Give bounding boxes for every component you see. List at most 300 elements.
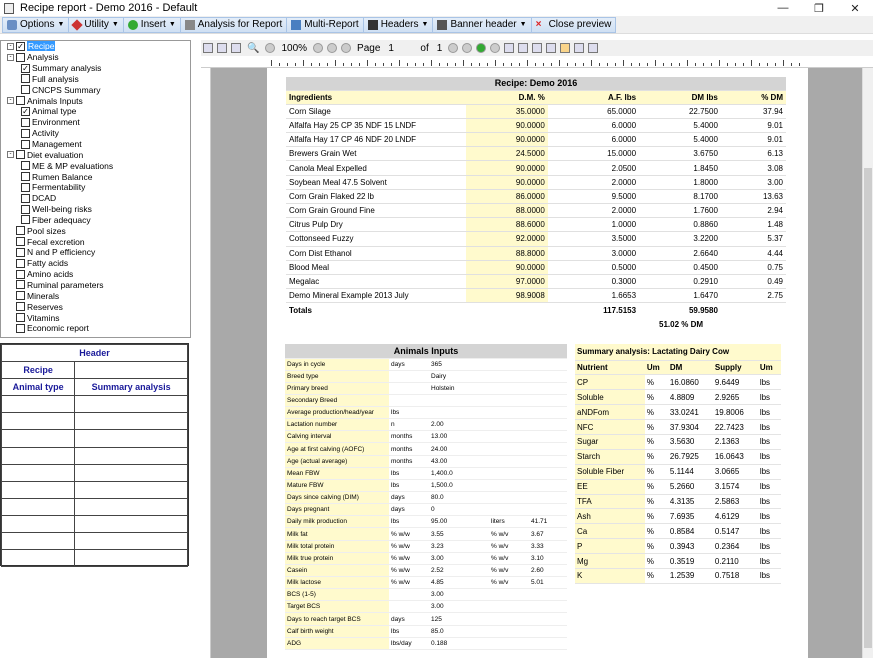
tree-checkbox[interactable] bbox=[16, 270, 25, 279]
stop-icon[interactable] bbox=[490, 43, 500, 53]
tree-item[interactable] bbox=[1, 247, 190, 258]
animals-cell bbox=[489, 419, 529, 431]
ruler-tick bbox=[503, 63, 504, 66]
tree-checkbox[interactable] bbox=[21, 140, 30, 149]
tree-item[interactable] bbox=[1, 193, 190, 204]
ruler-tick bbox=[711, 63, 712, 66]
recipe-cell: 1.6470 bbox=[639, 289, 721, 303]
animals-cell bbox=[389, 382, 429, 394]
tree-checkbox[interactable] bbox=[16, 150, 25, 159]
header-empty-cell[interactable] bbox=[2, 533, 75, 550]
summary-cell: % bbox=[645, 494, 668, 509]
page-label: Page bbox=[357, 42, 381, 54]
ruler-tick bbox=[567, 63, 568, 66]
header-empty-cell[interactable] bbox=[75, 362, 188, 379]
animals-row bbox=[285, 492, 567, 504]
options-label: Options bbox=[20, 19, 55, 30]
ruler-tick bbox=[551, 63, 552, 66]
ruler-tick bbox=[535, 63, 536, 66]
summary-cell: % bbox=[645, 568, 668, 583]
animals-cell: 3.23 bbox=[429, 540, 489, 552]
header-empty-cell[interactable] bbox=[2, 396, 75, 413]
animals-cell bbox=[489, 589, 529, 601]
animals-cell: Calving interval bbox=[285, 431, 389, 443]
expand-toggle-icon[interactable]: - bbox=[7, 54, 14, 61]
utility-menu[interactable] bbox=[69, 17, 122, 33]
animals-cell bbox=[489, 613, 529, 625]
tree-checkbox[interactable]: ✓ bbox=[22, 63, 29, 73]
ruler-tick bbox=[767, 63, 768, 66]
summary-cell: 0.8584 bbox=[668, 524, 713, 539]
recipe-cell: Corn Grain Flaked 22 lb bbox=[286, 189, 466, 203]
tree-checkbox[interactable] bbox=[21, 85, 30, 94]
header-empty-cell[interactable] bbox=[75, 447, 188, 464]
tree-checkbox[interactable] bbox=[21, 215, 30, 224]
tree-checkbox[interactable] bbox=[21, 205, 30, 214]
recipe-cell: 65.0000 bbox=[548, 104, 639, 118]
tree-checkbox[interactable] bbox=[21, 194, 30, 203]
summary-cell: % bbox=[645, 464, 668, 479]
summary-cell: Soluble Fiber bbox=[575, 464, 645, 479]
animals-cell bbox=[489, 394, 529, 406]
animals-cell: BCS (1-5) bbox=[285, 589, 389, 601]
tree-item[interactable] bbox=[1, 117, 190, 128]
recipe-column-header: A.F. lbs bbox=[548, 90, 639, 104]
tree-item-label: Animals Inputs bbox=[27, 95, 83, 106]
ruler-tick bbox=[631, 63, 632, 66]
recipe-row bbox=[286, 175, 786, 189]
expand-toggle-icon[interactable]: - bbox=[7, 151, 14, 158]
find-icon[interactable] bbox=[588, 43, 598, 53]
animals-row bbox=[285, 467, 567, 479]
tree-item-label: Rumen Balance bbox=[32, 171, 93, 182]
tree-item[interactable] bbox=[1, 106, 190, 117]
tree-item-label: CNCPS Summary bbox=[32, 84, 101, 95]
expand-toggle-icon[interactable]: - bbox=[7, 43, 14, 50]
next-page-icon[interactable] bbox=[448, 43, 458, 53]
animals-cell bbox=[529, 358, 567, 370]
recipe-cell: 90.0000 bbox=[466, 260, 548, 274]
animals-cell: Calf birth weight bbox=[285, 625, 389, 637]
zoom-out-icon[interactable] bbox=[265, 43, 275, 53]
page-number-input[interactable]: 1 bbox=[388, 42, 394, 54]
animals-cell bbox=[529, 407, 567, 419]
header-empty-cell[interactable] bbox=[75, 550, 188, 567]
animals-cell: Dairy bbox=[429, 370, 489, 382]
first-page-icon[interactable] bbox=[327, 43, 337, 53]
animals-cell bbox=[489, 382, 529, 394]
tree-item[interactable] bbox=[1, 63, 190, 74]
utility-icon bbox=[72, 19, 83, 30]
expand-toggle-icon[interactable]: - bbox=[7, 97, 14, 104]
tree-item[interactable] bbox=[1, 171, 190, 182]
recipe-cell: Corn Silage bbox=[286, 104, 466, 118]
animals-cell: 2.60 bbox=[529, 564, 567, 576]
tree-item[interactable] bbox=[1, 312, 190, 323]
recipe-cell: 90.0000 bbox=[466, 161, 548, 175]
summary-cell: % bbox=[645, 539, 668, 554]
tree-item[interactable] bbox=[1, 236, 190, 247]
banner-header-menu[interactable] bbox=[433, 17, 530, 33]
ruler-tick bbox=[615, 63, 616, 66]
tree-checkbox[interactable] bbox=[21, 118, 30, 127]
animals-cell bbox=[529, 382, 567, 394]
ruler-tick bbox=[327, 63, 328, 66]
tree-item[interactable] bbox=[1, 215, 190, 226]
analysis-for-report-button[interactable] bbox=[181, 17, 286, 33]
ruler-tick bbox=[687, 60, 688, 66]
tree-item[interactable] bbox=[1, 52, 190, 63]
animals-cell: 2.52 bbox=[429, 564, 489, 576]
recipe-cell: Megalac bbox=[286, 274, 466, 288]
tree-checkbox[interactable] bbox=[16, 237, 25, 246]
tree-item[interactable] bbox=[1, 95, 190, 106]
animals-cell: Milk true protein bbox=[285, 552, 389, 564]
text-select-icon[interactable] bbox=[574, 43, 584, 53]
header-empty-cell[interactable] bbox=[75, 396, 188, 413]
animals-cell: 125 bbox=[429, 613, 489, 625]
summary-cell: 3.1574 bbox=[713, 479, 758, 494]
tree-item[interactable] bbox=[1, 290, 190, 301]
animals-cell bbox=[529, 370, 567, 382]
summary-cell: 9.6449 bbox=[713, 375, 758, 390]
tree-item[interactable] bbox=[1, 280, 190, 291]
ruler-tick bbox=[735, 63, 736, 66]
recipe-cell: 2.0000 bbox=[548, 175, 639, 189]
ruler-tick bbox=[703, 63, 704, 66]
open-icon[interactable] bbox=[217, 43, 227, 53]
tree-checkbox[interactable]: ✓ bbox=[17, 41, 24, 51]
hand-tool-icon[interactable] bbox=[560, 43, 570, 53]
animals-row bbox=[285, 564, 567, 576]
animals-cell bbox=[489, 637, 529, 649]
tree-item[interactable] bbox=[1, 258, 190, 269]
recipe-cell: 1.6653 bbox=[548, 289, 639, 303]
header-empty-cell[interactable] bbox=[75, 464, 188, 481]
tree-item-label: DCAD bbox=[32, 193, 57, 204]
recipe-column-header: D.M. % bbox=[466, 90, 548, 104]
summary-cell: lbs bbox=[758, 420, 781, 435]
header-empty-cell[interactable] bbox=[2, 464, 75, 481]
tree-item[interactable] bbox=[1, 41, 190, 52]
animals-row bbox=[285, 625, 567, 637]
vertical-scrollbar[interactable] bbox=[862, 68, 873, 658]
header-empty-cell[interactable] bbox=[2, 550, 75, 567]
summary-cell: Ash bbox=[575, 509, 645, 524]
header-empty-cell[interactable] bbox=[75, 430, 188, 447]
header-empty-cell[interactable] bbox=[75, 413, 188, 430]
recipe-row bbox=[286, 218, 786, 232]
ruler-tick bbox=[439, 63, 440, 66]
headers-menu[interactable] bbox=[364, 17, 433, 33]
tree-item[interactable] bbox=[1, 204, 190, 215]
recipe-cell: 9.01 bbox=[721, 133, 786, 147]
of-label: of bbox=[420, 42, 429, 54]
tree-item[interactable] bbox=[1, 74, 190, 85]
summary-cell: lbs bbox=[758, 509, 781, 524]
recipe-row bbox=[286, 118, 786, 132]
recipe-cell: 0.4500 bbox=[639, 260, 721, 274]
prev-page-icon[interactable] bbox=[341, 43, 351, 53]
animals-cell bbox=[529, 601, 567, 613]
summary-row bbox=[575, 494, 781, 509]
maximize-button[interactable]: ❐ bbox=[814, 2, 824, 15]
header-empty-cell[interactable] bbox=[2, 430, 75, 447]
headers-icon bbox=[368, 20, 378, 30]
header-title-cell[interactable]: Header bbox=[2, 345, 188, 362]
tree-item[interactable] bbox=[1, 269, 190, 280]
tree-checkbox[interactable] bbox=[21, 74, 30, 83]
recipe-cell: 5.37 bbox=[721, 232, 786, 246]
recipe-header-row bbox=[286, 90, 786, 104]
tree-item[interactable] bbox=[1, 182, 190, 193]
options-menu[interactable] bbox=[3, 17, 68, 33]
ruler-tick bbox=[647, 63, 648, 66]
minimize-button[interactable]: — bbox=[777, 2, 789, 14]
header-empty-cell[interactable] bbox=[75, 533, 188, 550]
animals-cell: % w/v bbox=[489, 528, 529, 540]
summary-cell: 2.9265 bbox=[713, 390, 758, 405]
recipe-cell: 13.63 bbox=[721, 189, 786, 203]
tree-item-label: N and P efficiency bbox=[27, 247, 96, 258]
animals-cell: % w/w bbox=[389, 528, 429, 540]
animals-row bbox=[285, 431, 567, 443]
recipe-cell: 9.01 bbox=[721, 118, 786, 132]
toolbar-group bbox=[2, 17, 616, 33]
recipe-cell: 2.0000 bbox=[548, 204, 639, 218]
print-icon[interactable] bbox=[231, 43, 241, 53]
app-icon bbox=[4, 3, 14, 14]
summary-cell: 16.0860 bbox=[668, 375, 713, 390]
tree-checkbox[interactable] bbox=[16, 302, 25, 311]
tree-checkbox[interactable] bbox=[16, 280, 25, 289]
last-page-icon[interactable] bbox=[462, 43, 472, 53]
recipe-cell: 90.0000 bbox=[466, 175, 548, 189]
tree-checkbox[interactable]: ✓ bbox=[22, 106, 29, 116]
recipe-cell: 0.3000 bbox=[548, 274, 639, 288]
recipe-cell: Blood Meal bbox=[286, 260, 466, 274]
recipe-cell: Demo Mineral Example 2013 July bbox=[286, 289, 466, 303]
recipe-cell: 6.13 bbox=[721, 147, 786, 161]
summary-title: Summary analysis: Lactating Dairy Cow bbox=[575, 344, 781, 360]
recipe-cell: 3.00 bbox=[721, 175, 786, 189]
recipe-row bbox=[286, 133, 786, 147]
summary-column-header: Supply bbox=[713, 360, 758, 375]
tree-checkbox[interactable] bbox=[16, 324, 25, 333]
multi-report-button[interactable] bbox=[287, 17, 362, 33]
ruler-tick bbox=[375, 63, 376, 66]
animals-cell: Secondary Breed bbox=[285, 394, 389, 406]
animals-cell: Mature FBW bbox=[285, 479, 389, 491]
ruler-tick bbox=[663, 63, 664, 66]
single-page-icon[interactable] bbox=[504, 43, 514, 53]
animals-cell bbox=[529, 467, 567, 479]
summary-cell: % bbox=[645, 375, 668, 390]
recipe-cell: 37.94 bbox=[721, 104, 786, 118]
ruler-tick bbox=[487, 63, 488, 66]
recipe-cell: 3.5000 bbox=[548, 232, 639, 246]
header-layout-panel bbox=[0, 343, 189, 566]
zoom-plus-icon[interactable] bbox=[313, 43, 323, 53]
tree-item-label: Ruminal parameters bbox=[27, 279, 104, 290]
recipe-cell: 0.2910 bbox=[639, 274, 721, 288]
totals-af: 117.5153 bbox=[603, 305, 637, 315]
animals-cell: ADG bbox=[285, 637, 389, 649]
animals-cell: lbs bbox=[389, 467, 429, 479]
recipe-cell: 2.6640 bbox=[639, 246, 721, 260]
recipe-cell: 88.8000 bbox=[466, 246, 548, 260]
summary-cell: % bbox=[645, 390, 668, 405]
animals-row bbox=[285, 589, 567, 601]
summary-analysis-table bbox=[575, 344, 781, 584]
summary-row bbox=[575, 449, 781, 464]
ruler-tick bbox=[383, 63, 384, 66]
header-empty-cell[interactable] bbox=[2, 447, 75, 464]
header-empty-cell[interactable] bbox=[2, 515, 75, 532]
animals-row bbox=[285, 455, 567, 467]
multi-page-icon[interactable] bbox=[532, 43, 542, 53]
tree-item-label: Recipe bbox=[28, 41, 55, 52]
animals-cell: % w/v bbox=[489, 540, 529, 552]
tree-item[interactable] bbox=[1, 139, 190, 150]
tree-checkbox[interactable] bbox=[21, 183, 30, 192]
ruler-tick bbox=[759, 63, 760, 66]
animals-cell: % w/v bbox=[489, 564, 529, 576]
summary-cell: 26.7925 bbox=[668, 449, 713, 464]
recipe-row bbox=[286, 289, 786, 303]
close-window-button[interactable]: ✕ bbox=[850, 2, 860, 15]
animals-cell: 24.00 bbox=[429, 443, 489, 455]
animals-title: Animals Inputs bbox=[285, 344, 567, 358]
animals-cell bbox=[529, 613, 567, 625]
summary-row bbox=[575, 375, 781, 390]
header-empty-cell[interactable] bbox=[2, 413, 75, 430]
summary-cell: 0.2364 bbox=[713, 539, 758, 554]
animals-cell: Primary breed bbox=[285, 382, 389, 394]
summary-cell: Soluble bbox=[575, 390, 645, 405]
tree-item-label: ME & MP evaluations bbox=[32, 160, 114, 171]
header-animal-type-cell[interactable]: Animal type bbox=[2, 379, 75, 396]
tree-item[interactable] bbox=[1, 160, 190, 171]
insert-label: Insert bbox=[140, 19, 166, 30]
header-summary-cell[interactable]: Summary analysis bbox=[75, 379, 188, 396]
tree-checkbox[interactable] bbox=[16, 248, 25, 257]
tree-item[interactable] bbox=[1, 225, 190, 236]
totals-label: Totals bbox=[289, 305, 312, 315]
animals-cell bbox=[489, 407, 529, 419]
summary-cell: % bbox=[645, 420, 668, 435]
navigate-icon[interactable] bbox=[476, 43, 486, 53]
ruler-tick bbox=[335, 60, 336, 66]
ruler-tick bbox=[751, 60, 752, 66]
tree-checkbox[interactable] bbox=[16, 313, 25, 322]
summary-cell: 0.3943 bbox=[668, 539, 713, 554]
ruler-tick bbox=[727, 63, 728, 66]
animals-row bbox=[285, 528, 567, 540]
animals-cell: Lactation number bbox=[285, 419, 389, 431]
header-empty-cell[interactable] bbox=[2, 498, 75, 515]
close-preview-button[interactable] bbox=[532, 17, 616, 33]
tree-item[interactable] bbox=[1, 128, 190, 139]
animals-cell: 95.00 bbox=[429, 516, 489, 528]
tree-item-label: Environment bbox=[32, 117, 80, 128]
recipe-cell: Alfalfa Hay 25 CP 35 NDF 15 LNDF bbox=[286, 118, 466, 132]
tree-item[interactable] bbox=[1, 323, 190, 334]
header-empty-cell[interactable] bbox=[75, 481, 188, 498]
summary-title-row bbox=[575, 344, 781, 360]
zoom-in-icon[interactable]: 🔍 bbox=[247, 42, 260, 54]
tree-checkbox[interactable] bbox=[16, 226, 25, 235]
scrollbar-thumb[interactable] bbox=[864, 168, 872, 648]
tree-checkbox[interactable] bbox=[21, 172, 30, 181]
summary-cell: lbs bbox=[758, 464, 781, 479]
summary-cell: 5.1144 bbox=[668, 464, 713, 479]
animals-cell: months bbox=[389, 455, 429, 467]
recipe-cell: Soybean Meal 47.5 Solvent bbox=[286, 175, 466, 189]
animals-cell: % w/v bbox=[489, 577, 529, 589]
tree-checkbox[interactable] bbox=[16, 96, 25, 105]
insert-icon bbox=[128, 20, 138, 30]
recipe-cell: 2.0500 bbox=[548, 161, 639, 175]
tree-checkbox[interactable] bbox=[16, 259, 25, 268]
summary-row bbox=[575, 539, 781, 554]
recipe-cell: 90.0000 bbox=[466, 118, 548, 132]
animals-cell: 1,400.0 bbox=[429, 467, 489, 479]
ruler-tick bbox=[359, 63, 360, 66]
tree-checkbox[interactable] bbox=[21, 161, 30, 170]
recipe-cell: 1.48 bbox=[721, 218, 786, 232]
animals-cell bbox=[529, 479, 567, 491]
summary-header-row bbox=[575, 360, 781, 375]
animals-cell bbox=[389, 589, 429, 601]
animals-cell: 0.188 bbox=[429, 637, 489, 649]
recipe-cell: 15.0000 bbox=[548, 147, 639, 161]
tree-checkbox[interactable] bbox=[16, 291, 25, 300]
summary-column-header: Nutrient bbox=[575, 360, 645, 375]
tree-item[interactable] bbox=[1, 84, 190, 95]
summary-row bbox=[575, 509, 781, 524]
tree-item[interactable] bbox=[1, 149, 190, 160]
tree-checkbox[interactable] bbox=[16, 53, 25, 62]
recipe-column-header: DM lbs bbox=[639, 90, 721, 104]
insert-menu[interactable] bbox=[124, 17, 180, 33]
header-empty-cell[interactable] bbox=[75, 498, 188, 515]
animals-cell: Holstein bbox=[429, 382, 489, 394]
animals-cell bbox=[489, 492, 529, 504]
save-icon[interactable] bbox=[203, 43, 213, 53]
header-empty-cell[interactable] bbox=[2, 481, 75, 498]
grid-pages-icon[interactable] bbox=[546, 43, 556, 53]
summary-cell: 1.2539 bbox=[668, 568, 713, 583]
tree-item[interactable] bbox=[1, 301, 190, 312]
recipe-cell: 1.7600 bbox=[639, 204, 721, 218]
animals-cell bbox=[529, 504, 567, 516]
summary-cell: NFC bbox=[575, 420, 645, 435]
ruler-tick bbox=[775, 63, 776, 66]
recipe-row bbox=[286, 232, 786, 246]
animals-cell bbox=[489, 479, 529, 491]
summary-column-header: Um bbox=[645, 360, 668, 375]
two-pages-icon[interactable] bbox=[518, 43, 528, 53]
recipe-title: Recipe: Demo 2016 bbox=[286, 77, 786, 90]
animals-inputs-table bbox=[285, 344, 567, 650]
ruler-tick bbox=[287, 63, 288, 66]
zoom-select[interactable]: 100% bbox=[281, 42, 308, 54]
tree-checkbox[interactable] bbox=[21, 129, 30, 138]
header-recipe-cell[interactable]: Recipe bbox=[2, 362, 75, 379]
summary-cell: Sugar bbox=[575, 434, 645, 449]
header-empty-cell[interactable] bbox=[75, 515, 188, 532]
